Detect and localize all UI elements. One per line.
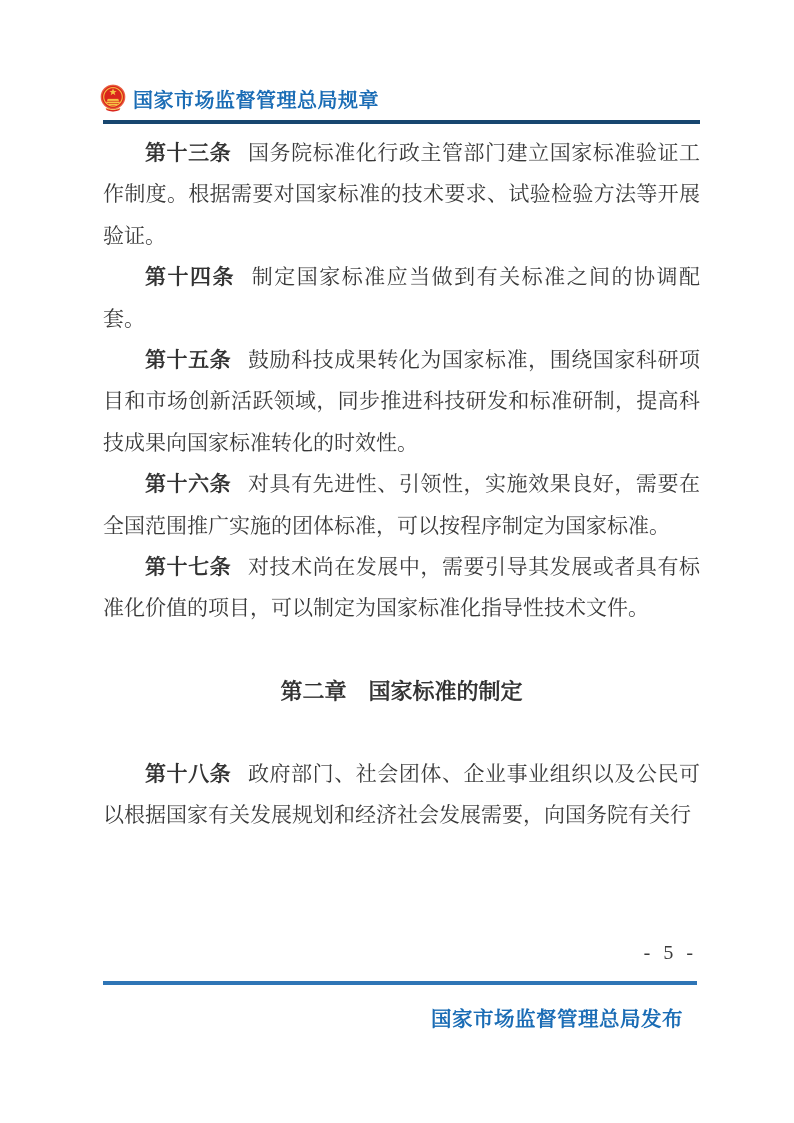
article-18-paragraph bbox=[103, 754, 700, 837]
chapter-number: 第二章 bbox=[280, 679, 347, 705]
article-18-label: 第十八条 bbox=[145, 763, 232, 787]
document-body bbox=[103, 133, 700, 837]
page-number: - 5 - bbox=[643, 942, 697, 964]
article-16-label: 第十六条 bbox=[145, 473, 232, 497]
article-14-paragraph bbox=[103, 257, 700, 340]
header-org-title: 国家市场监督管理总局规章 bbox=[133, 90, 379, 112]
chapter-2-heading bbox=[103, 671, 700, 712]
national-emblem-icon bbox=[100, 84, 126, 113]
footer-publisher: 国家市场监督管理总局发布 bbox=[431, 1008, 683, 1031]
article-17-text: 对技术尚在发展中，需要引导其发展或者具有标准化价值的项目，可以制定为国家标准化指导性技术文件。 bbox=[103, 555, 701, 621]
document-header bbox=[100, 84, 700, 113]
article-18-text: 政府部门、社会团体、企业事业组织以及公民可以根据国家有关发展规划和经济社会发展需要，向国务院有关行 bbox=[103, 762, 701, 828]
article-14-text: 制定国家标准应当做到有关标准之间的协调配套。 bbox=[103, 265, 701, 331]
article-15-label: 第十五条 bbox=[145, 349, 232, 373]
chapter-title: 国家标准的制定 bbox=[368, 679, 523, 705]
article-16-text: 对具有先进性、引领性，实施效果良好，需要在全国范围推广实施的团体标准，可以按程序制定为国家标准。 bbox=[103, 472, 701, 538]
article-17-label: 第十七条 bbox=[145, 556, 232, 580]
article-14-label: 第十四条 bbox=[145, 266, 235, 290]
article-16-paragraph bbox=[103, 464, 700, 547]
article-15-paragraph bbox=[103, 340, 700, 464]
article-17-paragraph bbox=[103, 547, 700, 630]
article-13-label: 第十三条 bbox=[145, 142, 232, 165]
footer-divider-rule bbox=[103, 981, 697, 985]
article-13-text: 国务院标准化行政主管部门建立国家标准验证工作制度。根据需要对国家标准的技术要求、试验检验方法等开展验证。 bbox=[103, 141, 701, 248]
header-divider-rule bbox=[103, 120, 700, 124]
article-15-text: 鼓励科技成果转化为国家标准，围绕国家科研项目和市场创新活跃领域，同步推进科技研发和标准研制，提高科技成果向国家标准转化的时效性。 bbox=[103, 348, 701, 455]
article-13-paragraph bbox=[103, 133, 700, 257]
